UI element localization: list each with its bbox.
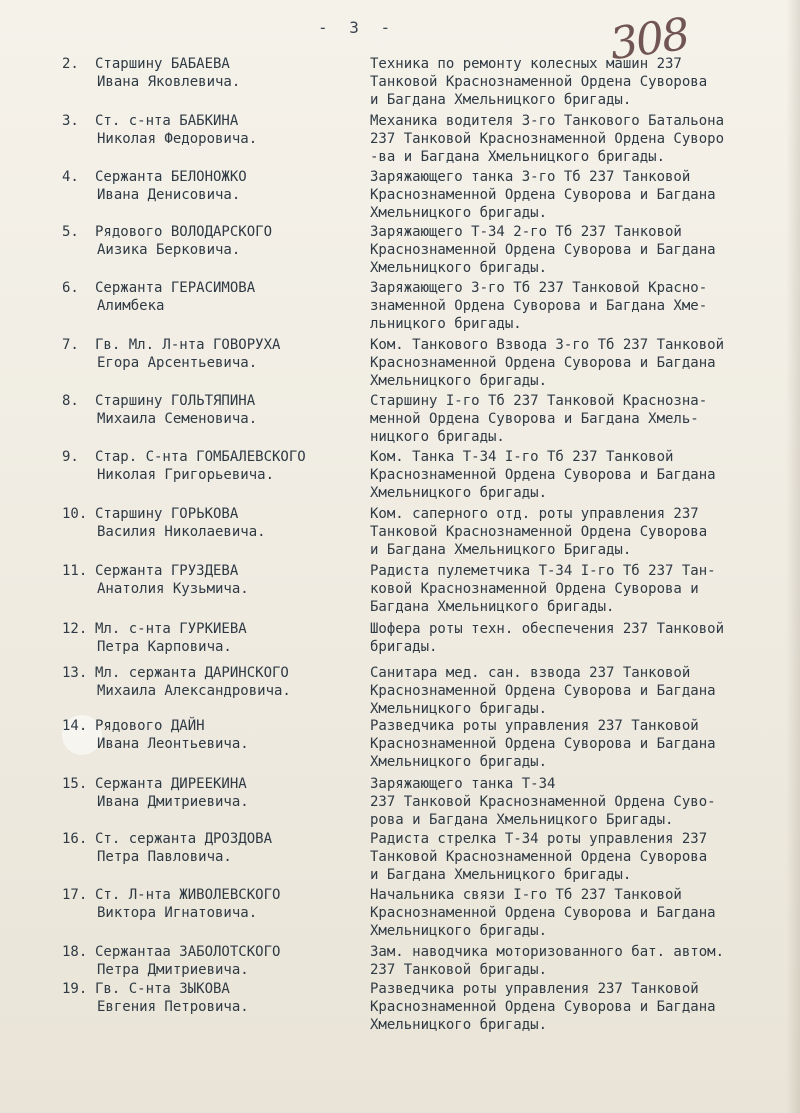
description-line: Хмельницкого бригады.	[370, 701, 548, 717]
person-name	[95, 830, 360, 866]
person-name	[95, 775, 360, 811]
description-line: Хмельницкого бригады.	[370, 260, 548, 276]
position-description	[370, 717, 790, 771]
person-name-line: Сержанта ГЕРАСИМОВА	[95, 280, 256, 296]
person-name-line: Старшину ГОЛЬТЯПИНА	[95, 393, 256, 409]
person-name-line: Старшину БАБАЕВА	[95, 56, 230, 72]
entry-number: 10.	[62, 506, 88, 522]
handwritten-archive-number: 308	[606, 8, 692, 71]
description-line: Хмельницкого бригады.	[370, 373, 548, 389]
position-description	[370, 620, 790, 656]
description-line: и Багдана Хмельницкого Бригады.	[370, 542, 632, 558]
description-line: Заряжающего танка Т-34	[370, 776, 556, 792]
person-name	[95, 448, 360, 484]
person-name-line: Гв. Мл. Л-нта ГОВОРУХА	[95, 337, 281, 353]
person-name	[95, 223, 360, 259]
person-name-line: Михаила Александровича.	[97, 683, 291, 699]
entry-number: 7.	[62, 337, 79, 353]
person-name	[95, 505, 360, 541]
description-line: Санитара мед. сан. взвода 237 Танковой	[370, 665, 691, 681]
description-line: Разведчика роты управления 237 Танковой	[370, 981, 699, 997]
entry-number: 16.	[62, 831, 88, 847]
description-line: Техника по ремонту колесных машин 237	[370, 56, 682, 72]
person-name-line: Мл. сержанта ДАРИНСКОГО	[95, 665, 289, 681]
position-description	[370, 392, 790, 446]
position-description	[370, 980, 790, 1034]
person-name-line: Петра Карповича.	[97, 639, 232, 655]
person-name	[95, 980, 360, 1016]
description-line: Краснознаменной Ордена Суворова и Багдана	[370, 683, 716, 699]
description-line: Ком. Танка Т-34 I-го Тб 237 Танковой	[370, 449, 674, 465]
description-line: Хмельницкого бригады.	[370, 485, 548, 501]
person-name-line: Сержантаа ЗАБОЛОТСКОГО	[95, 944, 281, 960]
person-name-line: Николая Григорьевича.	[97, 467, 275, 483]
entry-number: 2.	[62, 56, 79, 72]
person-name-line: Рядового ДАЙН	[95, 718, 205, 734]
description-line: Краснознаменной Ордена Суворова и Багдана	[370, 187, 716, 203]
person-name-line: Петра Дмитриевича.	[97, 962, 249, 978]
description-line: 237 Танковой Краснознаменной Ордена Суворо	[370, 131, 725, 147]
description-line: и Багдана Хмельницкого бригады.	[370, 867, 632, 883]
person-name	[95, 336, 360, 372]
description-line: 237 Танковой бригады.	[370, 962, 548, 978]
description-line: Краснознаменной Ордена Суворова и Багдана	[370, 905, 716, 921]
person-name-line: Ивана Денисовича.	[97, 187, 241, 203]
person-name-line: Анатолия Кузьмича.	[97, 581, 249, 597]
person-name-line: Евгения Петровича.	[97, 999, 249, 1015]
description-line: Ком. саперного отд. роты управления 237	[370, 506, 699, 522]
person-name	[95, 279, 360, 315]
entry-number: 14.	[62, 718, 88, 734]
position-description	[370, 562, 790, 616]
description-line: Танковой Краснознаменной Ордена Суворова	[370, 849, 708, 865]
description-line: Хмельницкого бригады.	[370, 923, 548, 939]
description-line: Разведчика роты управления 237 Танковой	[370, 718, 699, 734]
description-line: Краснознаменной Ордена Суворова и Багдана	[370, 999, 716, 1015]
position-description	[370, 505, 790, 559]
description-line: Краснознаменной Ордена Суворова и Багдана	[370, 355, 716, 371]
position-description	[370, 168, 790, 222]
position-description	[370, 664, 790, 718]
person-name-line: Ивана Леонтьевича.	[97, 736, 249, 752]
person-name	[95, 664, 360, 700]
person-name-line: Гв. С-нта ЗЫКОВА	[95, 981, 230, 997]
person-name-line: Виктора Игнатовича.	[97, 905, 258, 921]
person-name-line: Аизика Берковича.	[97, 242, 241, 258]
description-line: Танковой Краснознаменной Ордена Суворова	[370, 74, 708, 90]
position-description	[370, 112, 790, 166]
person-name-line: Рядового ВОЛОДАРСКОГО	[95, 224, 273, 240]
description-line: Танковой Краснознаменной Ордена Суворова	[370, 524, 708, 540]
person-name	[95, 562, 360, 598]
entry-number: 12.	[62, 621, 88, 637]
position-description	[370, 943, 790, 979]
description-line: Старшину I-го Тб 237 Танковой Краснозна-	[370, 393, 708, 409]
person-name	[95, 112, 360, 148]
page-number: - 3 -	[318, 18, 397, 37]
description-line: Заряжающего Т-34 2-го Тб 237 Танковой	[370, 224, 682, 240]
entry-number: 9.	[62, 449, 79, 465]
person-name-line: Ст. Л-нта ЖИВОЛЕВСКОГО	[95, 887, 281, 903]
person-name-line: Сержанта ГРУЗДЕВА	[95, 563, 239, 579]
entry-number: 13.	[62, 665, 88, 681]
person-name	[95, 55, 360, 91]
description-line: менной Ордена Суворова и Багдана Хмель-	[370, 411, 699, 427]
person-name-line: Алимбека	[97, 298, 165, 314]
position-description	[370, 448, 790, 502]
description-line: Механика водителя 3-го Танкового Батальона	[370, 113, 725, 129]
person-name-line: Николая Федоровича.	[97, 131, 258, 147]
person-name	[95, 620, 360, 656]
position-description	[370, 775, 790, 829]
description-line: Краснознаменной Ордена Суворова и Багдана	[370, 736, 716, 752]
description-line: Багдана Хмельницкого бригады.	[370, 599, 615, 615]
description-line: Заряжающего танка 3-го Тб 237 Танковой	[370, 169, 691, 185]
person-name	[95, 392, 360, 428]
person-name-line: Михаила Семеновича.	[97, 411, 258, 427]
position-description	[370, 55, 790, 109]
description-line: знаменной Ордена Суворова и Багдана Хме-	[370, 298, 708, 314]
person-name	[95, 168, 360, 204]
description-line: ницкого бригады.	[370, 429, 505, 445]
person-name-line: Сержанта БЕЛОНОЖКО	[95, 169, 247, 185]
description-line: 237 Танковой Краснознаменной Ордена Суво-	[370, 794, 716, 810]
person-name	[95, 717, 360, 753]
description-line: Краснознаменной Ордена Суворова и Багдана	[370, 467, 716, 483]
description-line: Хмельницкого бригады.	[370, 205, 548, 221]
description-line: льницкого бригады.	[370, 316, 522, 332]
entry-number: 8.	[62, 393, 79, 409]
description-line: Шофера роты техн. обеспечения 237 Танковой	[370, 621, 725, 637]
description-line: Радиста стрелка Т-34 роты управления 237	[370, 831, 708, 847]
description-line: Радиста пулеметчика Т-34 I-го Тб 237 Тан-	[370, 563, 716, 579]
description-line: Краснознаменной Ордена Суворова и Багдана	[370, 242, 716, 258]
description-line: Хмельницкого бригады.	[370, 754, 548, 770]
description-line: Зам. наводчика моторизованного бат. автом.	[370, 944, 725, 960]
description-line: и Багдана Хмельницкого бригады.	[370, 92, 632, 108]
person-name-line: Ст. с-нта БАБКИНА	[95, 113, 239, 129]
person-name-line: Егора Арсентьевича.	[97, 355, 258, 371]
entry-number: 15.	[62, 776, 88, 792]
entry-number: 19.	[62, 981, 88, 997]
description-line: бригады.	[370, 639, 438, 655]
person-name-line: Мл. с-нта ГУРКИЕВА	[95, 621, 247, 637]
entry-number: 11.	[62, 563, 88, 579]
entry-number: 18.	[62, 944, 88, 960]
position-description	[370, 279, 790, 333]
entry-number: 6.	[62, 280, 79, 296]
position-description	[370, 886, 790, 940]
person-name-line: Старшину ГОРЬКОВА	[95, 506, 239, 522]
person-name-line: Сержанта ДИРЕЕКИНА	[95, 776, 247, 792]
entry-number: 5.	[62, 224, 79, 240]
position-description	[370, 223, 790, 277]
entry-number: 4.	[62, 169, 79, 185]
person-name	[95, 943, 360, 979]
person-name-line: Ивана Яковлевича.	[97, 74, 241, 90]
person-name-line: Стар. С-нта ГОМБАЛЕВСКОГО	[95, 449, 306, 465]
person-name	[95, 886, 360, 922]
entry-number: 3.	[62, 113, 79, 129]
position-description	[370, 336, 790, 390]
person-name-line: Ст. сержанта ДРОЗДОВА	[95, 831, 273, 847]
entry-number: 17.	[62, 887, 88, 903]
description-line: Заряжающего 3-го Тб 237 Танковой Красно-	[370, 280, 708, 296]
description-line: Хмельницкого бригады.	[370, 1017, 548, 1033]
person-name-line: Ивана Дмитриевича.	[97, 794, 249, 810]
position-description	[370, 830, 790, 884]
description-line: рова и Багдана Хмельницкого Бригады.	[370, 812, 674, 828]
person-name-line: Василия Николаевича.	[97, 524, 266, 540]
person-name-line: Петра Павловича.	[97, 849, 232, 865]
description-line: Начальника связи I-го Тб 237 Танковой	[370, 887, 682, 903]
description-line: -ва и Багдана Хмельницкого бригады.	[370, 149, 666, 165]
description-line: Ком. Танкового Взвода 3-го Тб 237 Танковой	[370, 337, 725, 353]
description-line: ковой Краснознаменной Ордена Суворова и	[370, 581, 699, 597]
